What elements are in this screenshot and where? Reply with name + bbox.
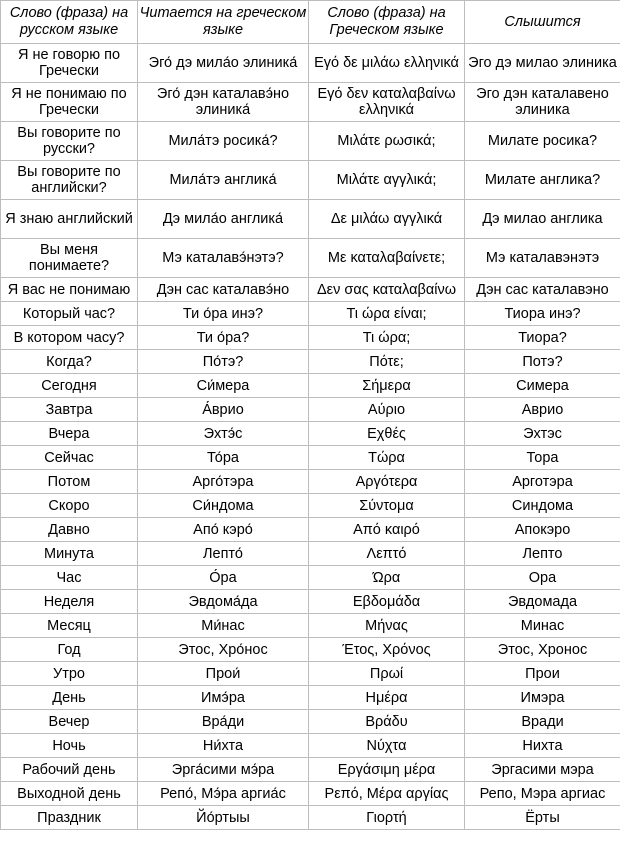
header-row <box>1 1 620 44</box>
cell-pronunciation: То́ра <box>138 446 309 470</box>
table-row <box>1 83 620 122</box>
cell-pronunciation: Мэ каталавэ́нэтэ? <box>138 239 309 278</box>
cell-russian: Вчера <box>1 422 138 446</box>
cell-greek: Τι ώρα; <box>309 326 465 350</box>
cell-russian: Сегодня <box>1 374 138 398</box>
cell-sounds-like: Ёрты <box>465 806 620 830</box>
cell-sounds-like: Тиора инэ? <box>465 302 620 326</box>
cell-pronunciation: Мила́тэ росика́? <box>138 122 309 161</box>
table-row <box>1 710 620 734</box>
cell-russian: Час <box>1 566 138 590</box>
cell-greek: Ημέρα <box>309 686 465 710</box>
cell-russian: Завтра <box>1 398 138 422</box>
table-row <box>1 161 620 200</box>
cell-pronunciation: По́тэ? <box>138 350 309 374</box>
cell-pronunciation: Эго́ дэн каталавэ́но элиника́ <box>138 83 309 122</box>
table-row <box>1 686 620 710</box>
cell-pronunciation: Эхтэ́с <box>138 422 309 446</box>
cell-greek: Αργότερα <box>309 470 465 494</box>
header-greek: Слово (фраза) на Греческом языке <box>309 1 465 44</box>
cell-greek: Δεν σας καταλαβαίνω <box>309 278 465 302</box>
cell-pronunciation: А́врио <box>138 398 309 422</box>
cell-sounds-like: Этос, Хронос <box>465 638 620 662</box>
cell-russian: Я не говорю по Гречески <box>1 44 138 83</box>
cell-sounds-like: Дэ милао англика <box>465 200 620 239</box>
cell-greek: Εργάσιμη μέρα <box>309 758 465 782</box>
cell-pronunciation: Эрга́сими мэ́ра <box>138 758 309 782</box>
cell-sounds-like: Эго дэ милао элиника <box>465 44 620 83</box>
cell-greek: Εβδομάδα <box>309 590 465 614</box>
cell-sounds-like: Потэ? <box>465 350 620 374</box>
cell-pronunciation: Ти о́ра инэ? <box>138 302 309 326</box>
cell-greek: Με καταλαβαίνετε; <box>309 239 465 278</box>
table-row <box>1 518 620 542</box>
cell-russian: Который час? <box>1 302 138 326</box>
header-sounds-like: Слышится <box>465 1 620 44</box>
cell-pronunciation: Си́ндома <box>138 494 309 518</box>
cell-pronunciation: Лепто́ <box>138 542 309 566</box>
cell-pronunciation: Мила́тэ англика́ <box>138 161 309 200</box>
table-row <box>1 422 620 446</box>
cell-sounds-like: Синдома <box>465 494 620 518</box>
cell-greek: Νύχτα <box>309 734 465 758</box>
cell-greek: Λεπτό <box>309 542 465 566</box>
cell-pronunciation: Си́мера <box>138 374 309 398</box>
cell-pronunciation: Вра́ди <box>138 710 309 734</box>
cell-sounds-like: Аврио <box>465 398 620 422</box>
cell-russian: Давно <box>1 518 138 542</box>
cell-greek: Έτος, Χρόνος <box>309 638 465 662</box>
cell-russian: День <box>1 686 138 710</box>
cell-sounds-like: Лепто <box>465 542 620 566</box>
cell-pronunciation: Йо́ртыы <box>138 806 309 830</box>
cell-sounds-like: Тора <box>465 446 620 470</box>
table-row <box>1 470 620 494</box>
cell-pronunciation: Эго́ дэ мила́о элиника́ <box>138 44 309 83</box>
table-row <box>1 326 620 350</box>
cell-russian: Выходной день <box>1 782 138 806</box>
cell-greek: Σήμερα <box>309 374 465 398</box>
cell-greek: Αύριο <box>309 398 465 422</box>
cell-sounds-like: Вради <box>465 710 620 734</box>
table-row <box>1 806 620 830</box>
table-row <box>1 398 620 422</box>
cell-russian: Я не понимаю по Гречески <box>1 83 138 122</box>
table-header <box>1 1 620 44</box>
table-row <box>1 44 620 83</box>
cell-russian: Утро <box>1 662 138 686</box>
cell-greek: Εχθές <box>309 422 465 446</box>
cell-sounds-like: Тиора? <box>465 326 620 350</box>
cell-greek: Μιλάτε ρωσικά; <box>309 122 465 161</box>
cell-sounds-like: Минас <box>465 614 620 638</box>
cell-russian: Потом <box>1 470 138 494</box>
cell-greek: Από καιρό <box>309 518 465 542</box>
cell-sounds-like: Эвдомада <box>465 590 620 614</box>
table-row <box>1 734 620 758</box>
cell-sounds-like: Эхтэс <box>465 422 620 446</box>
table-row <box>1 374 620 398</box>
cell-sounds-like: Милате росика? <box>465 122 620 161</box>
cell-pronunciation: Прои́ <box>138 662 309 686</box>
table-row <box>1 302 620 326</box>
header-pronunciation: Читается на греческом языке <box>138 1 309 44</box>
cell-greek: Εγό δε μιλάω ελληνικά <box>309 44 465 83</box>
table-row <box>1 638 620 662</box>
cell-pronunciation: Ти о́ра? <box>138 326 309 350</box>
cell-russian: Месяц <box>1 614 138 638</box>
cell-greek: Βράδυ <box>309 710 465 734</box>
cell-sounds-like: Нихта <box>465 734 620 758</box>
cell-greek: Μήνας <box>309 614 465 638</box>
cell-greek: Ρεπό, Μέρα αργίας <box>309 782 465 806</box>
table-row <box>1 350 620 374</box>
cell-russian: Праздник <box>1 806 138 830</box>
cell-sounds-like: Арготэра <box>465 470 620 494</box>
cell-russian: В котором часу? <box>1 326 138 350</box>
cell-sounds-like: Имэра <box>465 686 620 710</box>
cell-greek: Εγό δεν καταλαβαίνω ελληνικά <box>309 83 465 122</box>
table-row <box>1 446 620 470</box>
table-row <box>1 590 620 614</box>
cell-russian: Сейчас <box>1 446 138 470</box>
cell-sounds-like: Мэ каталавэнэтэ <box>465 239 620 278</box>
cell-pronunciation: Эвдома́да <box>138 590 309 614</box>
cell-sounds-like: Репо, Мэра аргиас <box>465 782 620 806</box>
table-row <box>1 782 620 806</box>
table-row <box>1 758 620 782</box>
table-row <box>1 494 620 518</box>
cell-greek: Πρωί <box>309 662 465 686</box>
cell-russian: Скоро <box>1 494 138 518</box>
cell-russian: Год <box>1 638 138 662</box>
cell-greek: Πότε; <box>309 350 465 374</box>
cell-pronunciation: Ни́хта <box>138 734 309 758</box>
cell-pronunciation: Апо́ кэро́ <box>138 518 309 542</box>
table-row <box>1 566 620 590</box>
cell-russian: Я знаю английский <box>1 200 138 239</box>
cell-greek: Δε μιλάω αγγλικά <box>309 200 465 239</box>
cell-russian: Вечер <box>1 710 138 734</box>
cell-sounds-like: Эргасими мэра <box>465 758 620 782</box>
cell-pronunciation: Имэ́ра <box>138 686 309 710</box>
cell-pronunciation: Репо́, Мэ́ра аргиа́с <box>138 782 309 806</box>
cell-pronunciation: Этос, Хро́нос <box>138 638 309 662</box>
cell-greek: Σύντομα <box>309 494 465 518</box>
cell-russian: Рабочий день <box>1 758 138 782</box>
cell-russian: Я вас не понимаю <box>1 278 138 302</box>
table-row <box>1 278 620 302</box>
cell-sounds-like: Милате англика? <box>465 161 620 200</box>
cell-russian: Неделя <box>1 590 138 614</box>
cell-greek: Γιορτή <box>309 806 465 830</box>
cell-sounds-like: Ора <box>465 566 620 590</box>
cell-greek: Ώρα <box>309 566 465 590</box>
cell-pronunciation: Дэ мила́о англика́ <box>138 200 309 239</box>
table-row <box>1 122 620 161</box>
cell-pronunciation: О́ра <box>138 566 309 590</box>
cell-russian: Минута <box>1 542 138 566</box>
cell-russian: Вы говорите по русски? <box>1 122 138 161</box>
table-body <box>1 44 620 830</box>
cell-greek: Τι ώρα είναι; <box>309 302 465 326</box>
cell-sounds-like: Дэн сас каталавэно <box>465 278 620 302</box>
cell-pronunciation: Ми́нас <box>138 614 309 638</box>
header-russian: Слово (фраза) на русском языке <box>1 1 138 44</box>
table-row <box>1 614 620 638</box>
cell-sounds-like: Симера <box>465 374 620 398</box>
cell-sounds-like: Апокэро <box>465 518 620 542</box>
table-row <box>1 662 620 686</box>
table-row <box>1 239 620 278</box>
cell-sounds-like: Эго дэн каталавено элиника <box>465 83 620 122</box>
table-row <box>1 200 620 239</box>
table-row <box>1 542 620 566</box>
cell-sounds-like: Прои <box>465 662 620 686</box>
cell-russian: Вы меня понимаете? <box>1 239 138 278</box>
cell-greek: Μιλάτε αγγλικά; <box>309 161 465 200</box>
cell-russian: Когда? <box>1 350 138 374</box>
cell-greek: Τώρα <box>309 446 465 470</box>
cell-pronunciation: Дэн сас каталавэ́но <box>138 278 309 302</box>
cell-russian: Ночь <box>1 734 138 758</box>
cell-pronunciation: Арго́тэра <box>138 470 309 494</box>
cell-russian: Вы говорите по английски? <box>1 161 138 200</box>
